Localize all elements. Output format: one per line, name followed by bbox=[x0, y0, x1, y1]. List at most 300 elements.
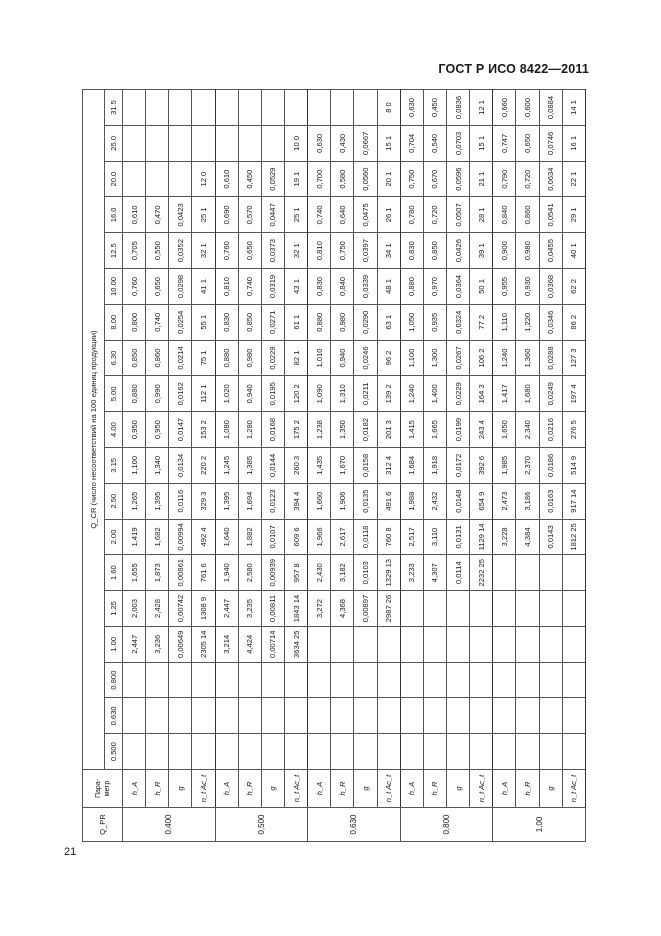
table-cell: 3,235 bbox=[238, 591, 261, 627]
table-cell: 0,0324 bbox=[446, 304, 469, 340]
column-header-qcr: 25.0 bbox=[105, 125, 123, 161]
table-cell: 127 3 bbox=[562, 340, 585, 376]
table-cell: 0,0254 bbox=[169, 304, 192, 340]
table-cell: 0,0447 bbox=[261, 197, 284, 233]
column-header-qcr: 10.00 bbox=[105, 269, 123, 305]
table-cell: 0,850 bbox=[238, 304, 261, 340]
table-cell: 41 1 bbox=[192, 269, 215, 305]
table-cell: 1,010 bbox=[308, 340, 331, 376]
table-cell: 760 8 bbox=[377, 519, 400, 555]
empty-cell bbox=[493, 734, 516, 770]
table-cell: 1,265 bbox=[123, 483, 146, 519]
table-row bbox=[261, 90, 284, 842]
param-column-header: Пара- метр bbox=[83, 770, 123, 808]
empty-cell bbox=[169, 698, 192, 734]
table-cell: 1,988 bbox=[400, 483, 423, 519]
empty-cell bbox=[470, 662, 493, 698]
table-cell: 0,0211 bbox=[354, 376, 377, 412]
table-cell: 0,00811 bbox=[261, 591, 284, 627]
table-cell: 2,340 bbox=[516, 412, 539, 448]
table-cell: 0,880 bbox=[215, 340, 238, 376]
table-cell: 0,980 bbox=[516, 233, 539, 269]
table-cell: 12 0 bbox=[192, 161, 215, 197]
table-cell: 0,750 bbox=[400, 161, 423, 197]
empty-cell bbox=[192, 734, 215, 770]
empty-cell bbox=[238, 662, 261, 698]
empty-cell bbox=[146, 662, 169, 698]
table-cell: 1,655 bbox=[123, 555, 146, 591]
empty-cell bbox=[423, 734, 446, 770]
table-cell: 0,0298 bbox=[169, 269, 192, 305]
table-cell: 82 1 bbox=[284, 340, 307, 376]
table-cell: 3,233 bbox=[400, 555, 423, 591]
param-label: h_A bbox=[123, 770, 146, 808]
table-cell: 276 5 bbox=[562, 412, 585, 448]
table-cell: 120 2 bbox=[284, 376, 307, 412]
table-cell: 1,240 bbox=[400, 376, 423, 412]
table-cell: 0,0836 bbox=[446, 90, 469, 126]
empty-cell bbox=[400, 734, 423, 770]
table-cell: 2,447 bbox=[123, 626, 146, 662]
table-cell: 0,600 bbox=[516, 90, 539, 126]
table-cell: 917 14 bbox=[562, 483, 585, 519]
empty-cell bbox=[562, 698, 585, 734]
empty-cell bbox=[238, 734, 261, 770]
table-cell: 0,540 bbox=[423, 125, 446, 161]
table-cell: 0,650 bbox=[516, 125, 539, 161]
table-cell: 26 1 bbox=[377, 197, 400, 233]
table-cell: 0,640 bbox=[331, 197, 354, 233]
column-header-qcr: 12.5 bbox=[105, 233, 123, 269]
table-cell: 0,935 bbox=[423, 304, 446, 340]
empty-cell bbox=[423, 626, 446, 662]
table-cell: 0,0162 bbox=[169, 376, 192, 412]
table-cell: 1,350 bbox=[331, 412, 354, 448]
table-cell: 25 1 bbox=[192, 197, 215, 233]
table-cell: 0,980 bbox=[331, 304, 354, 340]
empty-cell bbox=[562, 734, 585, 770]
column-header-qcr: 20.0 bbox=[105, 161, 123, 197]
table-cell: 1,110 bbox=[493, 304, 516, 340]
rotated-table-container bbox=[82, 90, 586, 842]
empty-cell bbox=[146, 161, 169, 197]
table-cell: 0,950 bbox=[146, 412, 169, 448]
table-row bbox=[562, 90, 585, 842]
table-cell: 0,450 bbox=[423, 90, 446, 126]
param-label: h_A bbox=[400, 770, 423, 808]
table-cell: 0,740 bbox=[308, 197, 331, 233]
param-label: h_A bbox=[493, 770, 516, 808]
param-label: h_R bbox=[516, 770, 539, 808]
standard-header: ГОСТ Р ИСО 8422—2011 bbox=[438, 62, 589, 76]
aql-group-label: 0,400 bbox=[123, 808, 216, 842]
empty-cell bbox=[169, 662, 192, 698]
table-row bbox=[238, 90, 261, 842]
table-row bbox=[123, 90, 146, 842]
table-cell: 2,517 bbox=[400, 519, 423, 555]
table-cell: 243 4 bbox=[470, 412, 493, 448]
empty-cell bbox=[331, 734, 354, 770]
table-cell: 0,0229 bbox=[446, 376, 469, 412]
empty-cell bbox=[539, 626, 562, 662]
table-cell: 2,370 bbox=[516, 447, 539, 483]
param-label: n_t Ac_t bbox=[562, 770, 585, 808]
table-cell: 20 1 bbox=[377, 161, 400, 197]
empty-cell bbox=[470, 734, 493, 770]
empty-cell bbox=[493, 662, 516, 698]
table-cell: 0,0118 bbox=[354, 519, 377, 555]
table-cell: 0,0426 bbox=[446, 233, 469, 269]
table-cell: 0,00994 bbox=[169, 519, 192, 555]
table-cell: 48 1 bbox=[377, 269, 400, 305]
table-cell: 0,0182 bbox=[354, 412, 377, 448]
table-cell: 1,684 bbox=[400, 447, 423, 483]
table-cell: 63 1 bbox=[377, 304, 400, 340]
table-cell: 43 1 bbox=[284, 269, 307, 305]
table-cell: 514 9 bbox=[562, 447, 585, 483]
table-cell: 1,280 bbox=[238, 412, 261, 448]
table-cell: 0,0134 bbox=[169, 447, 192, 483]
table-cell: 0,0455 bbox=[539, 233, 562, 269]
table-cell: 0,0423 bbox=[169, 197, 192, 233]
table-cell: 2,617 bbox=[331, 519, 354, 555]
table-row bbox=[192, 90, 215, 842]
table-cell: 1,100 bbox=[123, 447, 146, 483]
table-cell: 0,0507 bbox=[446, 197, 469, 233]
column-header-qcr: 4.00 bbox=[105, 412, 123, 448]
table-cell: 0,950 bbox=[123, 412, 146, 448]
table-cell: 0,0199 bbox=[446, 412, 469, 448]
empty-cell bbox=[215, 698, 238, 734]
table-cell: 0,0267 bbox=[446, 340, 469, 376]
table-cell: 2232 25 bbox=[470, 555, 493, 591]
table-cell: 4,307 bbox=[423, 555, 446, 591]
table-cell: 2,580 bbox=[238, 555, 261, 591]
table-cell: 197 4 bbox=[562, 376, 585, 412]
empty-cell bbox=[539, 662, 562, 698]
table-row bbox=[493, 90, 516, 842]
table-cell: 19 1 bbox=[284, 161, 307, 197]
table-cell: 0,0596 bbox=[446, 161, 469, 197]
table-cell: 0,0560 bbox=[354, 161, 377, 197]
table-row bbox=[446, 90, 469, 842]
column-header-qcr: 2.50 bbox=[105, 483, 123, 519]
table-cell: 0,0107 bbox=[261, 519, 284, 555]
table-cell: 0,450 bbox=[238, 161, 261, 197]
column-header-qcr: 16.0 bbox=[105, 197, 123, 233]
table-cell: 0,0144 bbox=[261, 447, 284, 483]
table-cell: 1,395 bbox=[146, 483, 169, 519]
empty-cell bbox=[284, 662, 307, 698]
table-cell: 2987 26 bbox=[377, 591, 400, 627]
empty-cell bbox=[123, 125, 146, 161]
table-cell: 1,682 bbox=[146, 519, 169, 555]
table-cell: 0,610 bbox=[123, 197, 146, 233]
table-cell: 1,417 bbox=[493, 376, 516, 412]
table-cell: 0,630 bbox=[308, 125, 331, 161]
table-cell: 491 6 bbox=[377, 483, 400, 519]
table-cell: 4,368 bbox=[331, 591, 354, 627]
table-cell: 0,800 bbox=[123, 304, 146, 340]
empty-cell bbox=[215, 90, 238, 126]
empty-cell bbox=[400, 626, 423, 662]
param-label: h_R bbox=[331, 770, 354, 808]
param-label: h_R bbox=[238, 770, 261, 808]
table-cell: 0,0319 bbox=[261, 269, 284, 305]
empty-cell bbox=[238, 125, 261, 161]
table-cell: 0,880 bbox=[400, 269, 423, 305]
column-header-qcr: 31.5 bbox=[105, 90, 123, 126]
table-cell: 0,0116 bbox=[169, 483, 192, 519]
table-cell: 3,214 bbox=[215, 626, 238, 662]
table-cell: 106 2 bbox=[470, 340, 493, 376]
table-cell: 3634 25 bbox=[284, 626, 307, 662]
table-cell: 0,650 bbox=[146, 269, 169, 305]
table-cell: 0,940 bbox=[331, 340, 354, 376]
empty-cell bbox=[377, 698, 400, 734]
table-row bbox=[516, 90, 539, 842]
table-cell: 0,750 bbox=[331, 233, 354, 269]
table-cell: 329 3 bbox=[192, 483, 215, 519]
table-cell: 16 1 bbox=[562, 125, 585, 161]
table-cell: 0,900 bbox=[493, 233, 516, 269]
empty-cell bbox=[470, 698, 493, 734]
table-cell: 0,704 bbox=[400, 125, 423, 161]
empty-cell bbox=[192, 90, 215, 126]
empty-cell bbox=[423, 591, 446, 627]
table-row bbox=[284, 90, 307, 842]
table-cell: 0,0271 bbox=[261, 304, 284, 340]
param-label: n_t Ac_t bbox=[377, 770, 400, 808]
empty-cell bbox=[516, 662, 539, 698]
empty-cell bbox=[308, 662, 331, 698]
table-cell: 0,0186 bbox=[539, 447, 562, 483]
table-cell: 0,740 bbox=[146, 304, 169, 340]
table-cell: 15 1 bbox=[377, 125, 400, 161]
table-cell: 0,747 bbox=[493, 125, 516, 161]
table-cell: 0,00897 bbox=[354, 591, 377, 627]
empty-cell bbox=[354, 698, 377, 734]
table-cell: 0,0368 bbox=[539, 269, 562, 305]
table-cell: 2,447 bbox=[215, 591, 238, 627]
table-cell: 61 1 bbox=[284, 304, 307, 340]
table-cell: 0,00861 bbox=[169, 555, 192, 591]
empty-cell bbox=[377, 734, 400, 770]
table-cell: 957 8 bbox=[284, 555, 307, 591]
column-header-qcr: 2.00 bbox=[105, 519, 123, 555]
table-cell: 1,400 bbox=[423, 376, 446, 412]
table-cell: 0,0288 bbox=[539, 340, 562, 376]
table-cell: 4,424 bbox=[238, 626, 261, 662]
aql-group-label: 0,630 bbox=[308, 808, 401, 842]
empty-cell bbox=[562, 662, 585, 698]
empty-cell bbox=[562, 555, 585, 591]
empty-cell bbox=[354, 626, 377, 662]
empty-cell bbox=[354, 734, 377, 770]
column-header-qcr: 1.60 bbox=[105, 555, 123, 591]
table-cell: 0,0131 bbox=[446, 519, 469, 555]
table-cell: 0,760 bbox=[215, 233, 238, 269]
table-cell: 1,694 bbox=[238, 483, 261, 519]
empty-cell bbox=[192, 125, 215, 161]
table-cell: 0,790 bbox=[493, 161, 516, 197]
empty-cell bbox=[284, 90, 307, 126]
empty-cell bbox=[331, 698, 354, 734]
empty-cell bbox=[446, 626, 469, 662]
table-cell: 29 1 bbox=[562, 197, 585, 233]
empty-cell bbox=[562, 626, 585, 662]
table-cell: 1,940 bbox=[215, 555, 238, 591]
table-cell: 1,435 bbox=[308, 447, 331, 483]
table-cell: 1,985 bbox=[493, 447, 516, 483]
table-cell: 4,384 bbox=[516, 519, 539, 555]
table-cell: 0,0158 bbox=[354, 447, 377, 483]
empty-cell bbox=[539, 555, 562, 591]
table-cell: 1,665 bbox=[423, 412, 446, 448]
empty-cell bbox=[238, 90, 261, 126]
table-cell: 0,955 bbox=[493, 269, 516, 305]
aql-group-label: 0,800 bbox=[400, 808, 493, 842]
table-cell: 0,940 bbox=[238, 376, 261, 412]
table-cell: 0,0103 bbox=[354, 555, 377, 591]
empty-cell bbox=[123, 698, 146, 734]
table-cell: 0,470 bbox=[146, 197, 169, 233]
empty-cell bbox=[516, 626, 539, 662]
table-cell: 0,810 bbox=[215, 269, 238, 305]
empty-cell bbox=[146, 734, 169, 770]
table-cell: 1308 9 bbox=[192, 591, 215, 627]
table-cell: 0,670 bbox=[423, 161, 446, 197]
table-row bbox=[331, 90, 354, 842]
table-cell: 0,0339 bbox=[354, 269, 377, 305]
table-cell: 1,419 bbox=[123, 519, 146, 555]
table-cell: 1,090 bbox=[308, 376, 331, 412]
table-cell: 1,050 bbox=[400, 304, 423, 340]
table-row bbox=[354, 90, 377, 842]
empty-cell bbox=[331, 90, 354, 126]
table-cell: 654 9 bbox=[470, 483, 493, 519]
table-row bbox=[539, 90, 562, 842]
table-cell: 1,918 bbox=[423, 447, 446, 483]
empty-cell bbox=[446, 591, 469, 627]
table-cell: 0,0529 bbox=[261, 161, 284, 197]
table-cell: 25 1 bbox=[284, 197, 307, 233]
table-cell: 2,473 bbox=[493, 483, 516, 519]
empty-cell bbox=[377, 626, 400, 662]
param-label: n_t Ac_t bbox=[284, 770, 307, 808]
table-cell: 0,0541 bbox=[539, 197, 562, 233]
table-cell: 0,0195 bbox=[261, 376, 284, 412]
table-cell: 1,640 bbox=[215, 519, 238, 555]
table-cell: 0,990 bbox=[146, 376, 169, 412]
param-label: n_t Ac_t bbox=[470, 770, 493, 808]
table-cell: 0,760 bbox=[123, 269, 146, 305]
empty-cell bbox=[123, 734, 146, 770]
table-cell: 0,0703 bbox=[446, 125, 469, 161]
empty-cell bbox=[354, 90, 377, 126]
empty-cell bbox=[400, 662, 423, 698]
table-cell: 0,0163 bbox=[539, 483, 562, 519]
table-cell: 1843 14 bbox=[284, 591, 307, 627]
table-cell: 0,720 bbox=[423, 197, 446, 233]
table-cell: 0,840 bbox=[493, 197, 516, 233]
table-cell: 40 1 bbox=[562, 233, 585, 269]
empty-cell bbox=[169, 734, 192, 770]
column-header-qcr: 0.630 bbox=[105, 698, 123, 734]
table-row bbox=[470, 90, 493, 842]
column-header-qcr: 3.15 bbox=[105, 447, 123, 483]
table-cell: 0,930 bbox=[516, 269, 539, 305]
table-cell: 0,0147 bbox=[169, 412, 192, 448]
sampling-plan-table bbox=[82, 89, 586, 842]
table-cell: 0,830 bbox=[215, 304, 238, 340]
param-label: h_R bbox=[146, 770, 169, 808]
table-cell: 0,850 bbox=[423, 233, 446, 269]
table-cell: 0,880 bbox=[308, 304, 331, 340]
empty-cell bbox=[169, 90, 192, 126]
aql-group-label: 0,500 bbox=[215, 808, 308, 842]
table-cell: 0,660 bbox=[493, 90, 516, 126]
table-cell: 609 6 bbox=[284, 519, 307, 555]
table-cell: 0,880 bbox=[123, 376, 146, 412]
table-cell: 1,660 bbox=[308, 483, 331, 519]
empty-cell bbox=[261, 662, 284, 698]
table-cell: 201 3 bbox=[377, 412, 400, 448]
empty-cell bbox=[516, 591, 539, 627]
table-row bbox=[377, 90, 400, 842]
table-cell: 0,0123 bbox=[261, 483, 284, 519]
table-cell: 0,0884 bbox=[539, 90, 562, 126]
table-cell: 1,080 bbox=[215, 412, 238, 448]
table-cell: 14 1 bbox=[562, 90, 585, 126]
table-cell: 0,0135 bbox=[354, 483, 377, 519]
empty-cell bbox=[123, 90, 146, 126]
param-label: g bbox=[169, 770, 192, 808]
table-cell: 392 6 bbox=[470, 447, 493, 483]
table-cell: 0,860 bbox=[146, 340, 169, 376]
table-cell: 0,00649 bbox=[169, 626, 192, 662]
column-header-qcr: 0.800 bbox=[105, 662, 123, 698]
empty-cell bbox=[516, 555, 539, 591]
table-cell: 260 3 bbox=[284, 447, 307, 483]
table-cell: 0,00939 bbox=[261, 555, 284, 591]
table-cell: 1,340 bbox=[146, 447, 169, 483]
table-cell: 1,100 bbox=[400, 340, 423, 376]
table-cell: 10 0 bbox=[284, 125, 307, 161]
column-header-qcr: 1.25 bbox=[105, 591, 123, 627]
table-cell: 139 2 bbox=[377, 376, 400, 412]
table-cell: 3,110 bbox=[423, 519, 446, 555]
table-cell: 0,0214 bbox=[169, 340, 192, 376]
empty-cell bbox=[146, 125, 169, 161]
table-cell: 0,0229 bbox=[261, 340, 284, 376]
empty-cell bbox=[470, 626, 493, 662]
table-cell: 1,360 bbox=[516, 340, 539, 376]
param-label: n_t Ac_t bbox=[192, 770, 215, 808]
empty-cell bbox=[423, 698, 446, 734]
table-cell: 0,0114 bbox=[446, 555, 469, 591]
empty-cell bbox=[470, 591, 493, 627]
table-cell: 0,0216 bbox=[539, 412, 562, 448]
table-cell: 32 1 bbox=[192, 233, 215, 269]
table-cell: 1812 25 bbox=[562, 519, 585, 555]
table-cell: 0,0667 bbox=[354, 125, 377, 161]
table-cell: 0,0172 bbox=[446, 447, 469, 483]
table-cell: 0,0373 bbox=[261, 233, 284, 269]
empty-cell bbox=[331, 662, 354, 698]
table-cell: 39 1 bbox=[470, 233, 493, 269]
table-cell: 0,0246 bbox=[354, 340, 377, 376]
